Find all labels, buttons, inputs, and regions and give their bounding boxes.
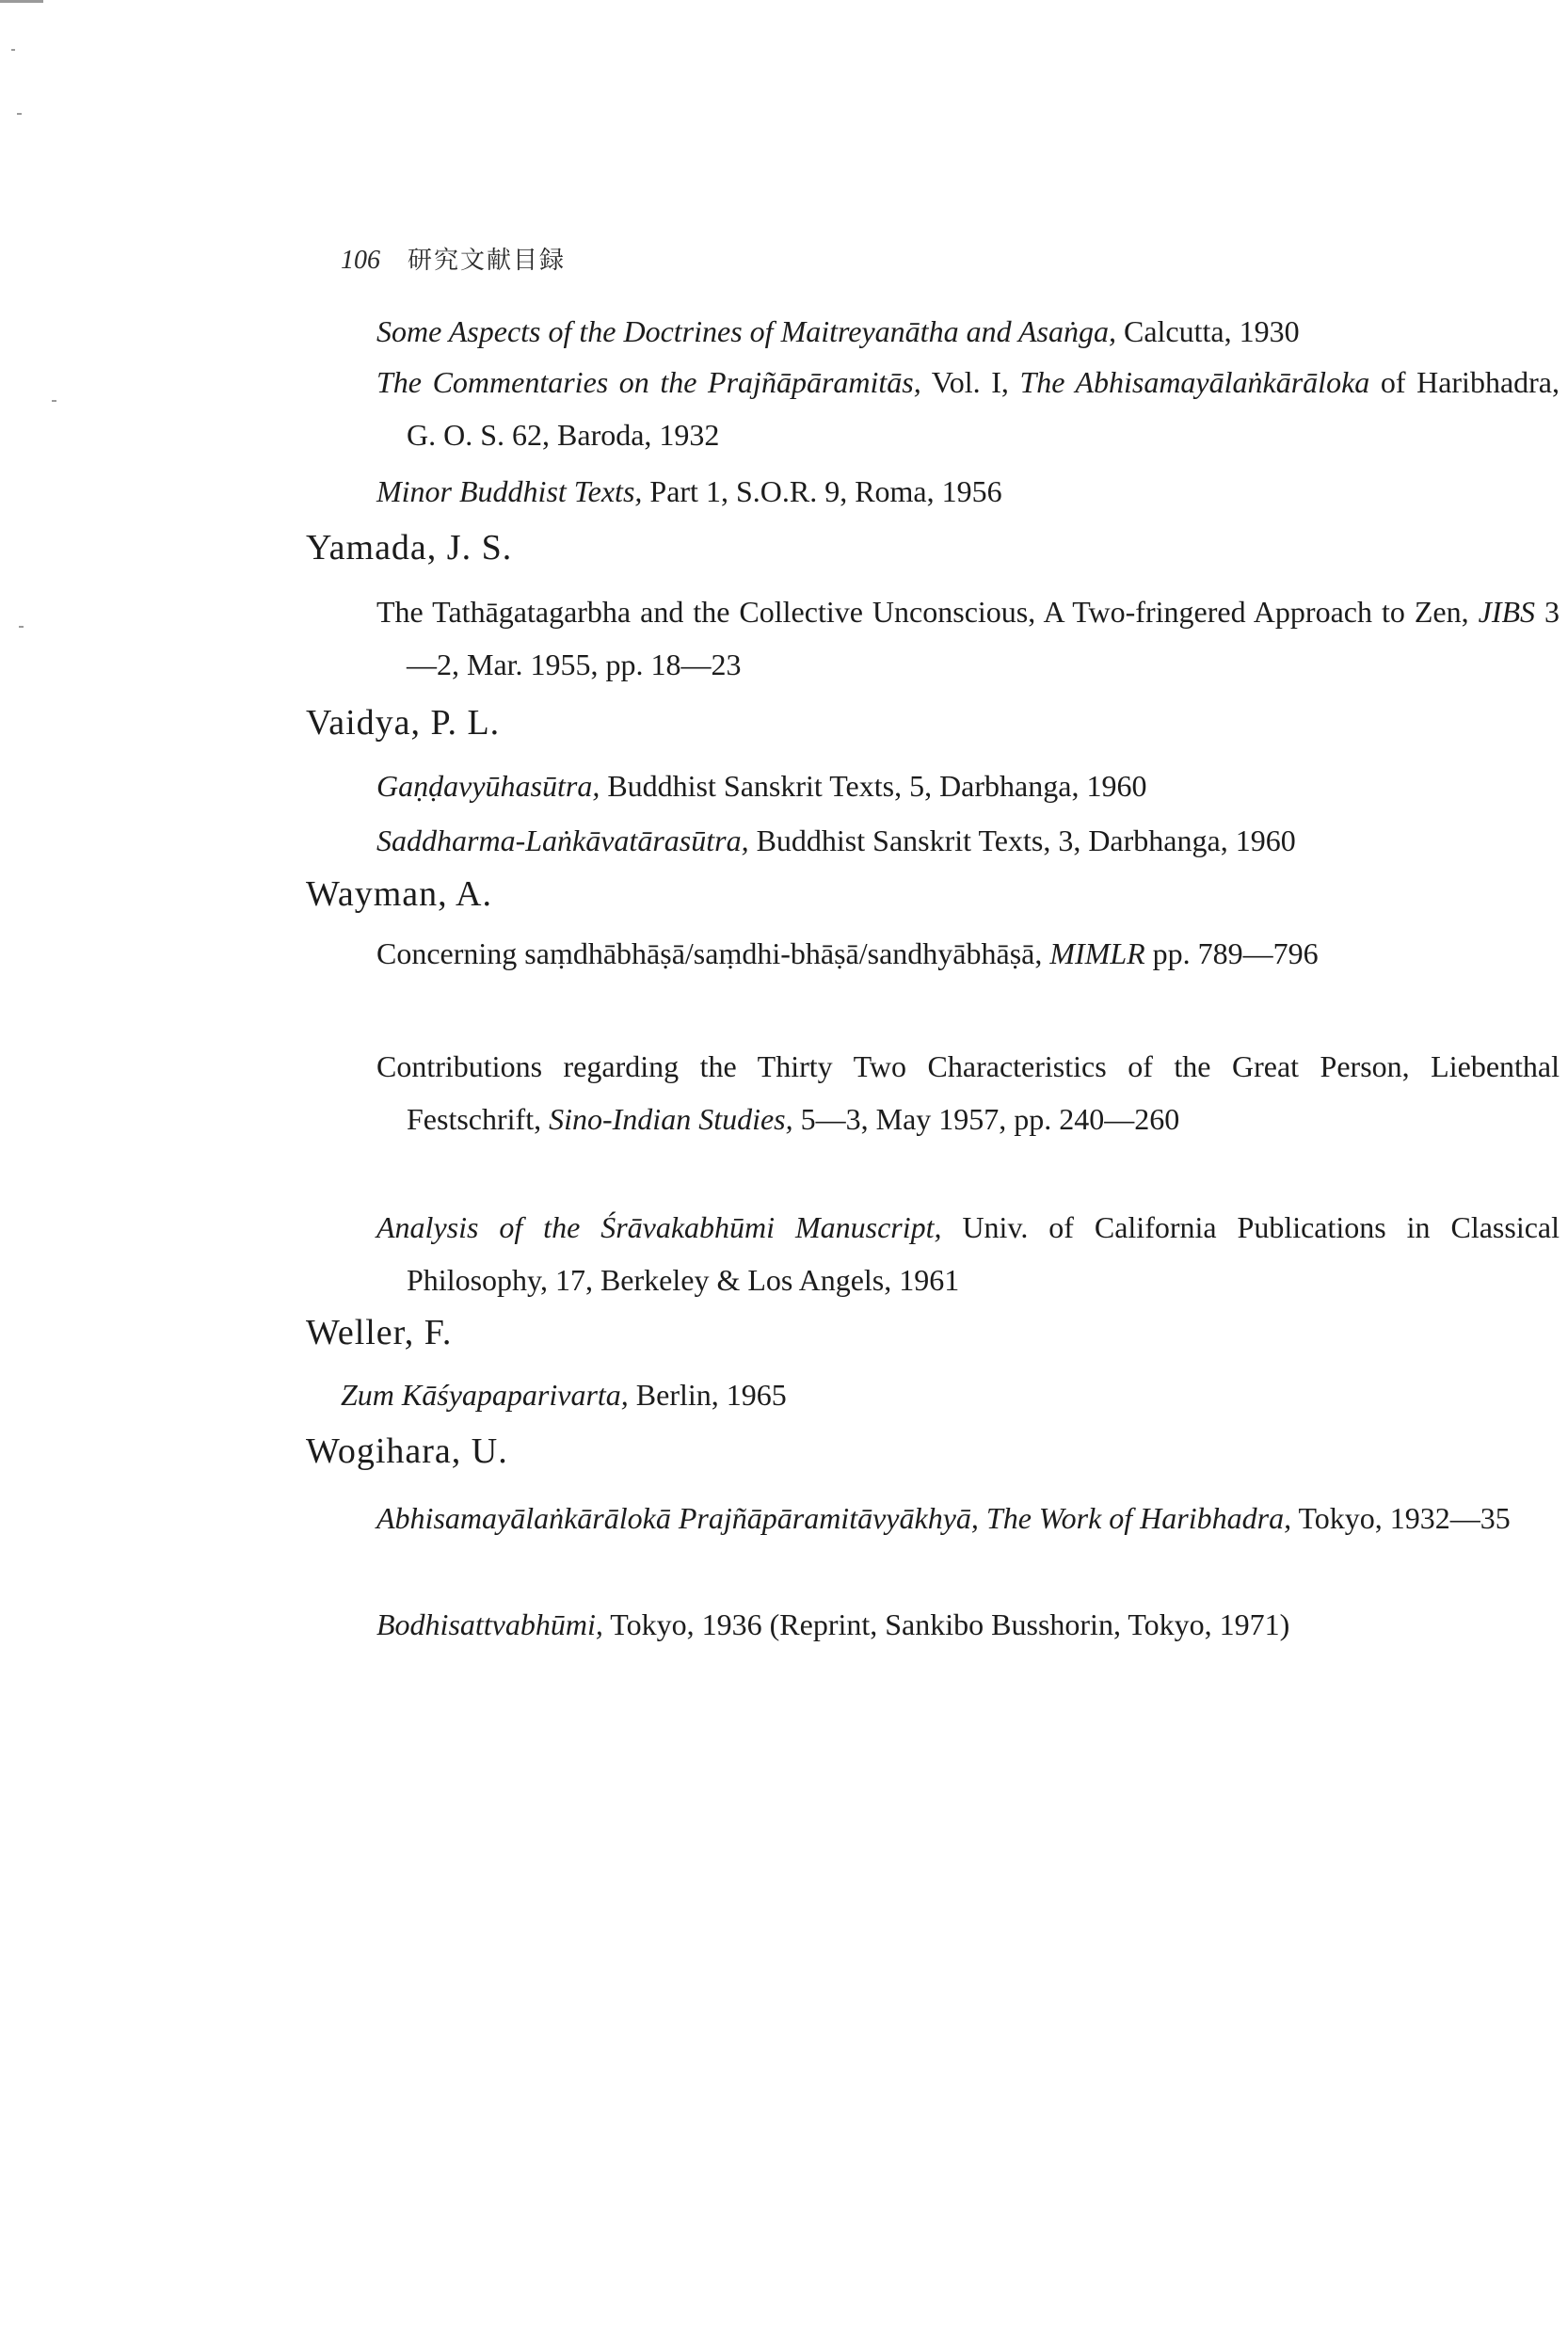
entry-details: Tokyo, 1932—35 [1298,1501,1511,1535]
entry-details: Part 1, S.O.R. 9, Roma, 1956 [649,474,1002,508]
entry-title: Saddharma-Laṅkāvatārasūtra, [376,823,749,857]
entry-title: Analysis of the Śrāvakabhūmi Manuscript, [376,1210,942,1244]
entry-title: Zum Kāśyapaparivarta, [341,1378,629,1412]
bibliography-entry [376,1598,1560,1651]
entry-title: Abhisamayālaṅkārālokā Prajñāpāramitāvyākhyā, The Work of Haribhadra, [376,1501,1292,1535]
entry-title: MIMLR [1049,936,1145,970]
entry-details: Tokyo, 1936 (Reprint, Sankibo Busshorin, Tokyo, 1971) [610,1607,1290,1641]
entry-details: Buddhist Sanskrit Texts, 3, Darbhanga, 1960 [756,823,1296,857]
scan-edge-mark [11,49,15,51]
entry-details: Contributions regarding the Thirty Two Characteristics of the Great Person, Liebenthal Festschrift, [376,1049,1560,1136]
entry-title: The Commentaries on the Prajñāpāramitās, [376,365,921,399]
bibliography-entry [376,356,1560,461]
scan-edge-mark [52,400,56,402]
bibliography-entry [376,759,1560,812]
page-number: 106 [341,246,380,275]
author-heading: Yamada, J. S. [306,528,513,568]
entry-details: The Tathāgatagarbha and the Collective Unconscious, A Two-fringered Approach to Zen, [376,595,1469,629]
entry-title: Gaṇḍavyūhasūtra, [376,769,600,803]
entry-title: Some Aspects of the Doctrines of Maitreyanātha and Asaṅga, [376,314,1116,348]
entry-title: JIBS [1478,595,1536,629]
section-title: 研究文献目録 [408,247,567,275]
bibliography-entry [376,1492,1560,1544]
bibliography-entry [376,1040,1560,1145]
author-heading: Wogihara, U. [306,1431,508,1471]
bibliography-entry [341,1368,1524,1421]
entry-details: of Haribhadra, G. O. S. 62, Baroda, 1932 [407,365,1560,452]
entry-title: Sino-Indian Studies, [549,1102,793,1136]
entry-volume: Vol. I, [931,365,1009,399]
bibliography-entry [376,585,1560,691]
entry-title: Bodhisattvabhūmi, [376,1607,603,1641]
running-header [341,241,566,276]
entry-details: Buddhist Sanskrit Texts, 5, Darbhanga, 1960 [607,769,1147,803]
bibliography-entry [376,465,1560,518]
bibliography-entry [376,305,1562,358]
entry-details: pp. 789—796 [1152,936,1319,970]
scan-edge-mark [17,113,22,115]
entry-details: Calcutta, 1930 [1123,314,1300,348]
entry-details: 3—2, Mar. 1955, pp. 18—23 [407,595,1560,681]
bibliography-entry [376,814,1560,867]
author-heading: Vaidya, P. L. [306,703,501,743]
bibliography-entry [376,1201,1560,1306]
entry-title: The Abhisamayālaṅkārāloka [1019,365,1370,399]
scan-edge-mark [0,0,43,3]
author-heading: Weller, F. [306,1313,453,1352]
author-heading: Wayman, A. [306,874,492,914]
entry-details: Berlin, 1965 [635,1378,787,1412]
entry-details: 5—3, May 1957, pp. 240—260 [800,1102,1180,1136]
entry-details: Concerning saṃdhābhāṣā/saṃdhi-bhāṣā/sandhyābhāṣā, [376,936,1043,970]
scan-edge-mark [19,626,24,628]
entry-title: Minor Buddhist Texts, [376,474,643,508]
bibliography-entry [376,927,1560,980]
entry-details: Univ. of California Publications in Classical Philosophy, 17, Berkeley & Los Angels, 1961 [407,1210,1560,1297]
